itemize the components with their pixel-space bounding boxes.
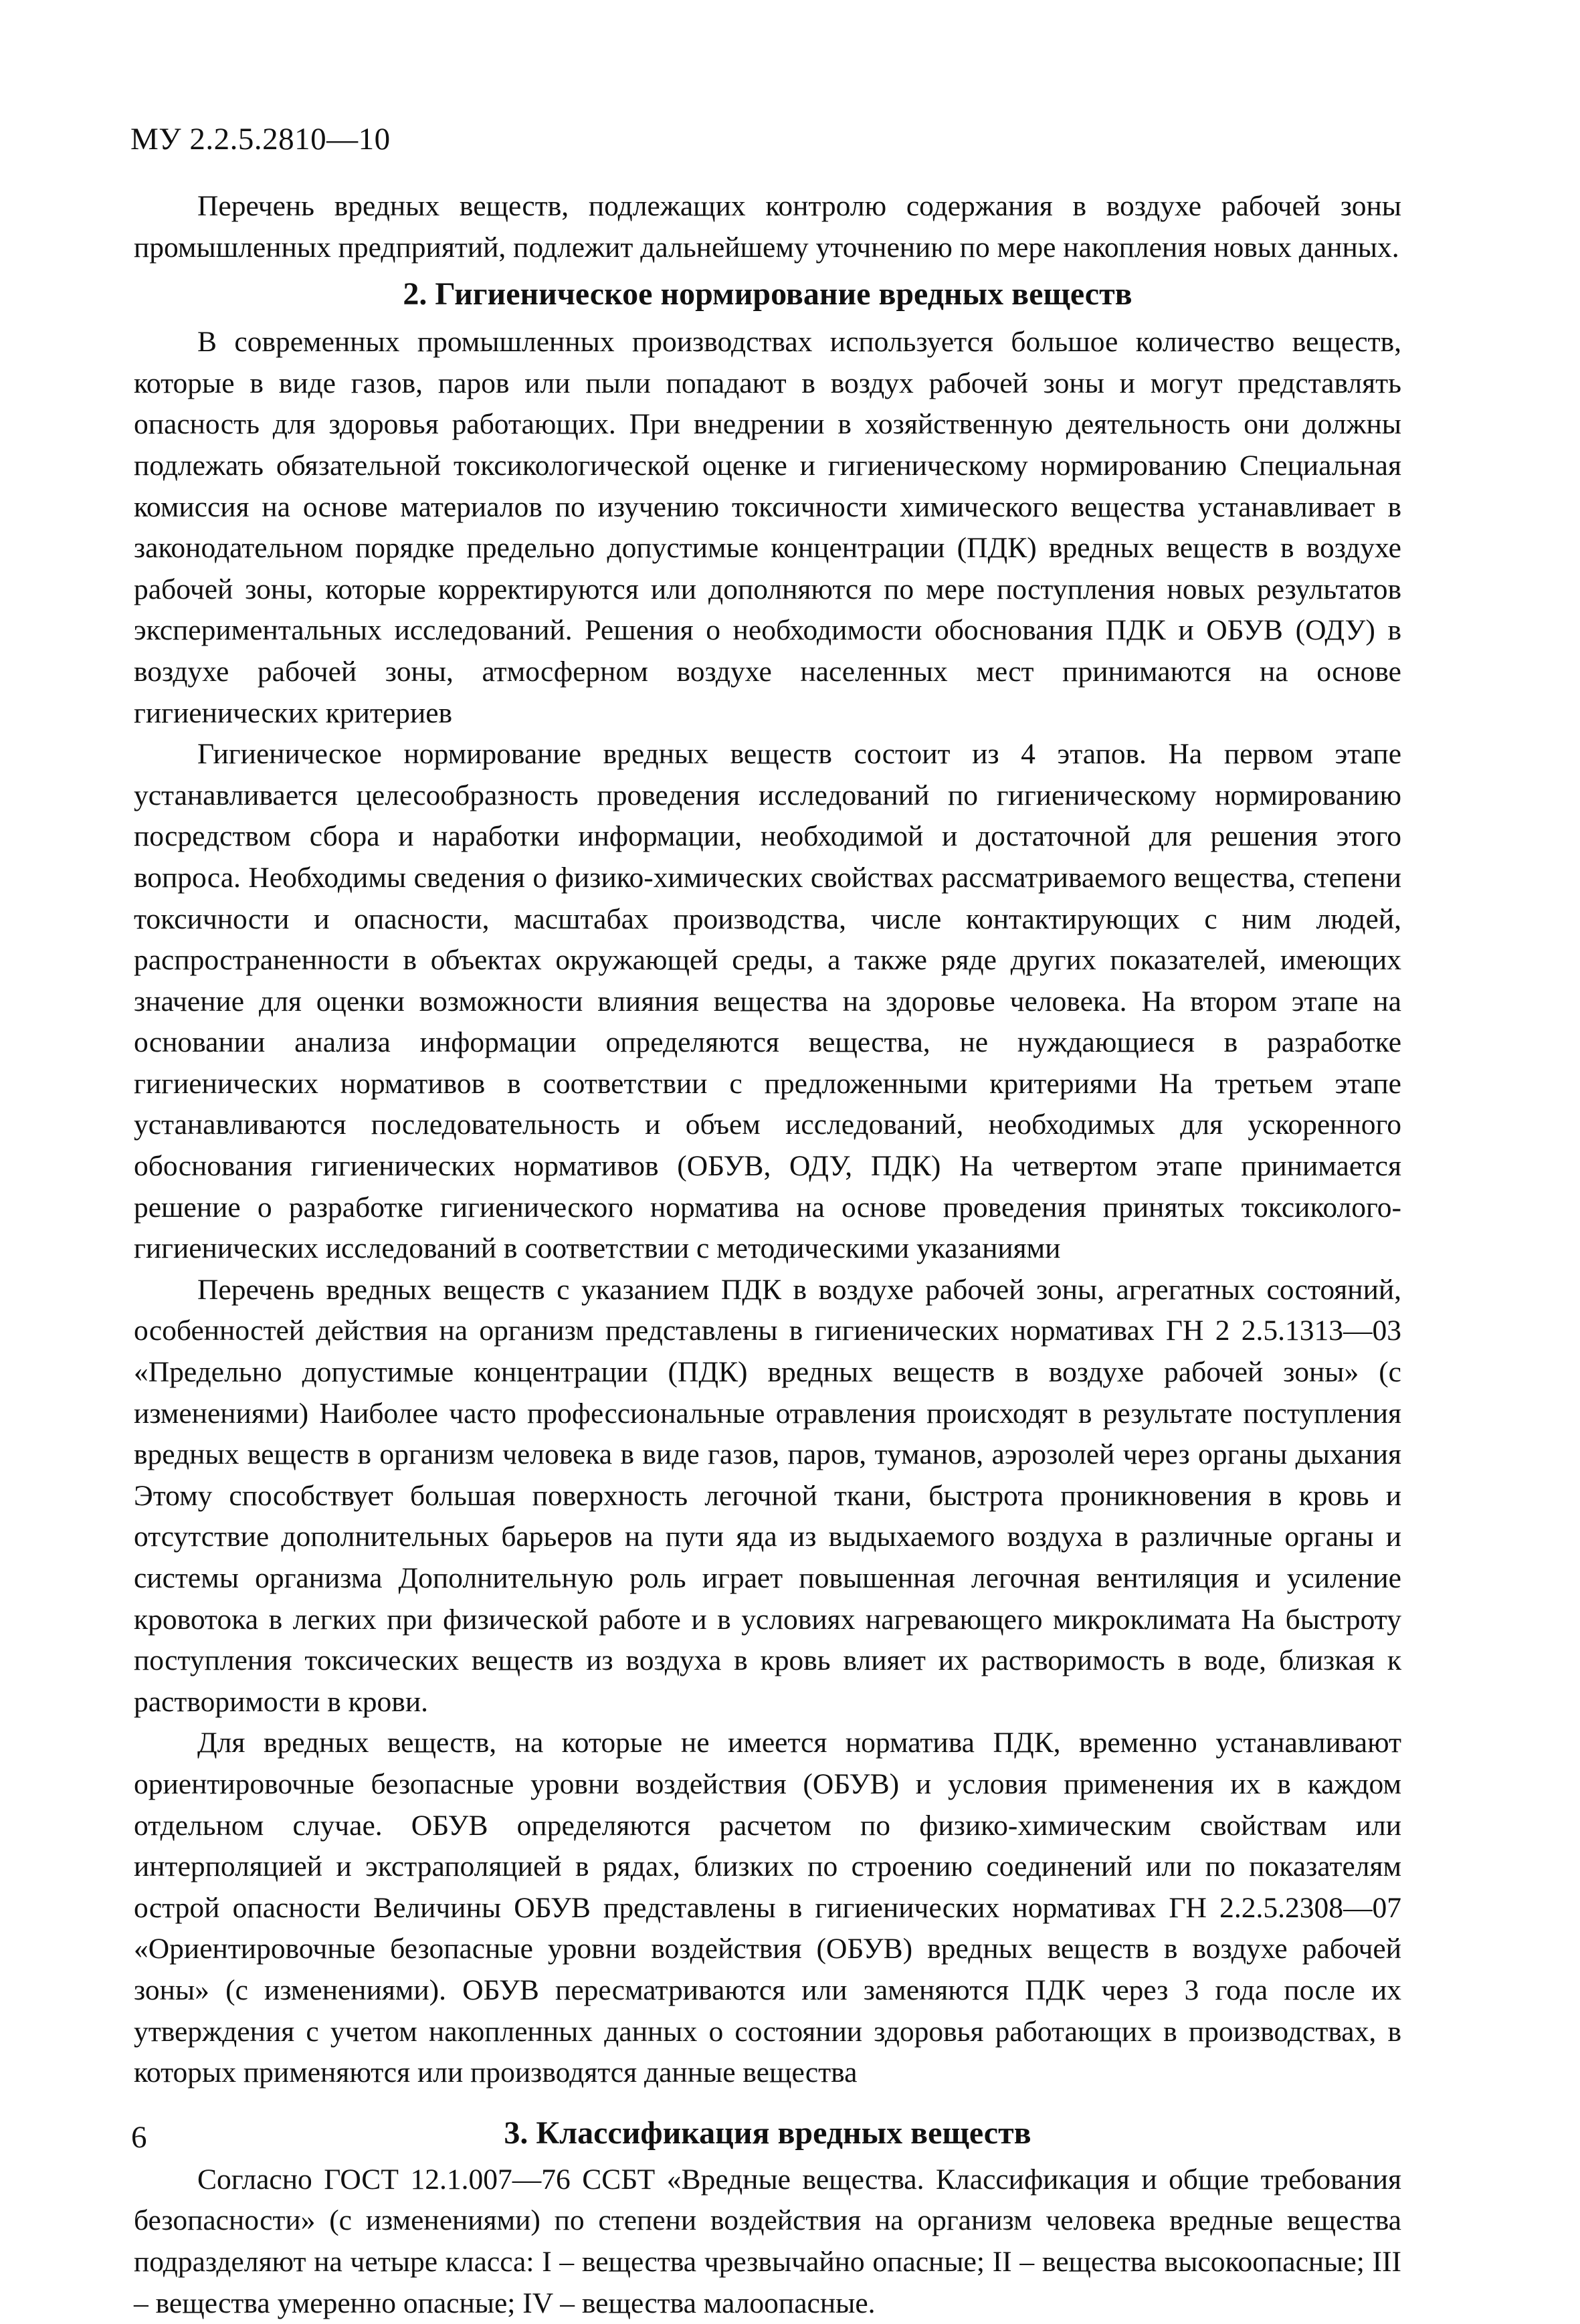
section-2-paragraph-2: Гигиеническое нормирование вредных веществ состоит из 4 этапов. На первом этапе устанавливается целесообразность проведения исследований по гигиеническому нормированию посредством сбора и наработки информации, необходимой и достаточной для решения этого вопроса. Необходимы сведения о физико-химических свойствах рассматриваемого вещества, степени токсичности и опасности, масштабах производства, числе контактирующих с ним людей, распространенности в объектах окружающей среды, а также ряде других показателей, имеющих значение для оценки возможности влияния вещества на здоровье человека. На втором этапе на основании анализа информации определяются вещества, не нуждающиеся в разработке гигиенических нормативов в соответствии с предложенными критериями На третьем этапе устанавливаются последовательность и объем исследований, необходимых для ускоренного обоснования гигиенических нормативов (ОБУВ, ОДУ, ПДК) На четвертом этапе принимается решение о разработке гигиенического норматива на основе проведения принятых токсиколого-гигиенических исследований в соответствии с методическими указаниями (134, 738, 1401, 1265)
section-2-paragraph-3: Перечень вредных веществ с указанием ПДК в воздухе рабочей зоны, агрегатных состояний, особенностей действия на организм представлены в гигиенических нормативах ГН 2 2.5.1313—03 «Предельно допустимые концентрации (ПДК) вредных веществ в воздухе рабочей зоны» (с изменениями) Наиболее часто профессиональные отравления происходят в результате поступления вредных веществ в организм человека в виде газов, паров, туманов, аэрозолей через органы дыхания Этому способствует большая поверхность легочной ткани, быстрота проникновения в кровь и отсутствие дополнительных барьеров на пути яда из выдыхаемого воздуха в различные органы и системы организма Дополнительную роль играет повышенная легочная вентиляция и усиление кровотока в легких при физической работе и в условиях нагревающего микроклимата На быстроту поступления токсических веществ из воздуха в кровь влияет их растворимость в воде, близкая к растворимости в крови. (134, 1273, 1401, 1718)
section-2-paragraph-1: В современных промышленных производствах используется большое количество веществ, которые в виде газов, паров или пыли попадают в воздух рабочей зоны и могут представлять опасность для здоровья работающих. При внедрении в хозяйственную деятельность они должны подлежать обязательной токсикологической оценке и гигиеническому нормированию Специальная комиссия на основе материалов по изучению токсичности химического вещества устанавливает в законодательном порядке предельно допустимые концентрации (ПДК) вредных веществ в воздухе рабочей зоны, которые корректируются или дополняются по мере поступления новых результатов экспериментальных исследований. Решения о необходимости обоснования ПДК и ОБУВ (ОДУ) в воздухе рабочей зоны, атмосферном воздухе населенных мест принимаются на основе гигиенических критериев (134, 326, 1401, 729)
document-code-header: МУ 2.2.5.2810—10 (130, 122, 391, 157)
intro-paragraph: Перечень вредных веществ, подлежащих контролю содержания в воздухе рабочей зоны промышленных предприятий, подлежит дальнейшему уточнению по мере накопления новых данных. (134, 190, 1401, 264)
page-number: 6 (131, 2120, 147, 2155)
section-3-paragraph: Согласно ГОСТ 12.1.007—76 ССБТ «Вредные вещества. Классификация и общие требования безопасности» (с изменениями) по степени воздействия на организм человека вредные вещества подразделяют на четыре класса: I – вещества чрезвычайно опасные; II – вещества высокоопасные; III – вещества умеренно опасные; IV – вещества малоопасные. (134, 2163, 1401, 2319)
section-2-paragraph-4: Для вредных веществ, на которые не имеется норматива ПДК, временно устанавливают ориентировочные безопасные уровни воздействия (ОБУВ) и условия применения их в каждом отдельном случае. ОБУВ определяются расчетом по физико-химическим свойствам или интерполяцией и экстраполяцией в рядах, близких по строению соединений или по показателям острой опасности Величины ОБУВ представлены в гигиенических нормативах ГН 2.2.5.2308—07 «Ориентировочные безопасные уровни воздействия (ОБУВ) вредных веществ в воздухе рабочей зоны» (с изменениями). ОБУВ пересматриваются или заменяются ПДК через 3 года после их утверждения с учетом накопленных данных о состоянии здоровья работающих в производствах, в которых применяются или производятся данные вещества (134, 1727, 1401, 2089)
section-2-title: 2. Гигиеническое нормирование вредных веществ (403, 276, 1132, 312)
section-3-title: 3. Классификация вредных веществ (504, 2115, 1031, 2151)
document-body (134, 186, 1401, 2324)
